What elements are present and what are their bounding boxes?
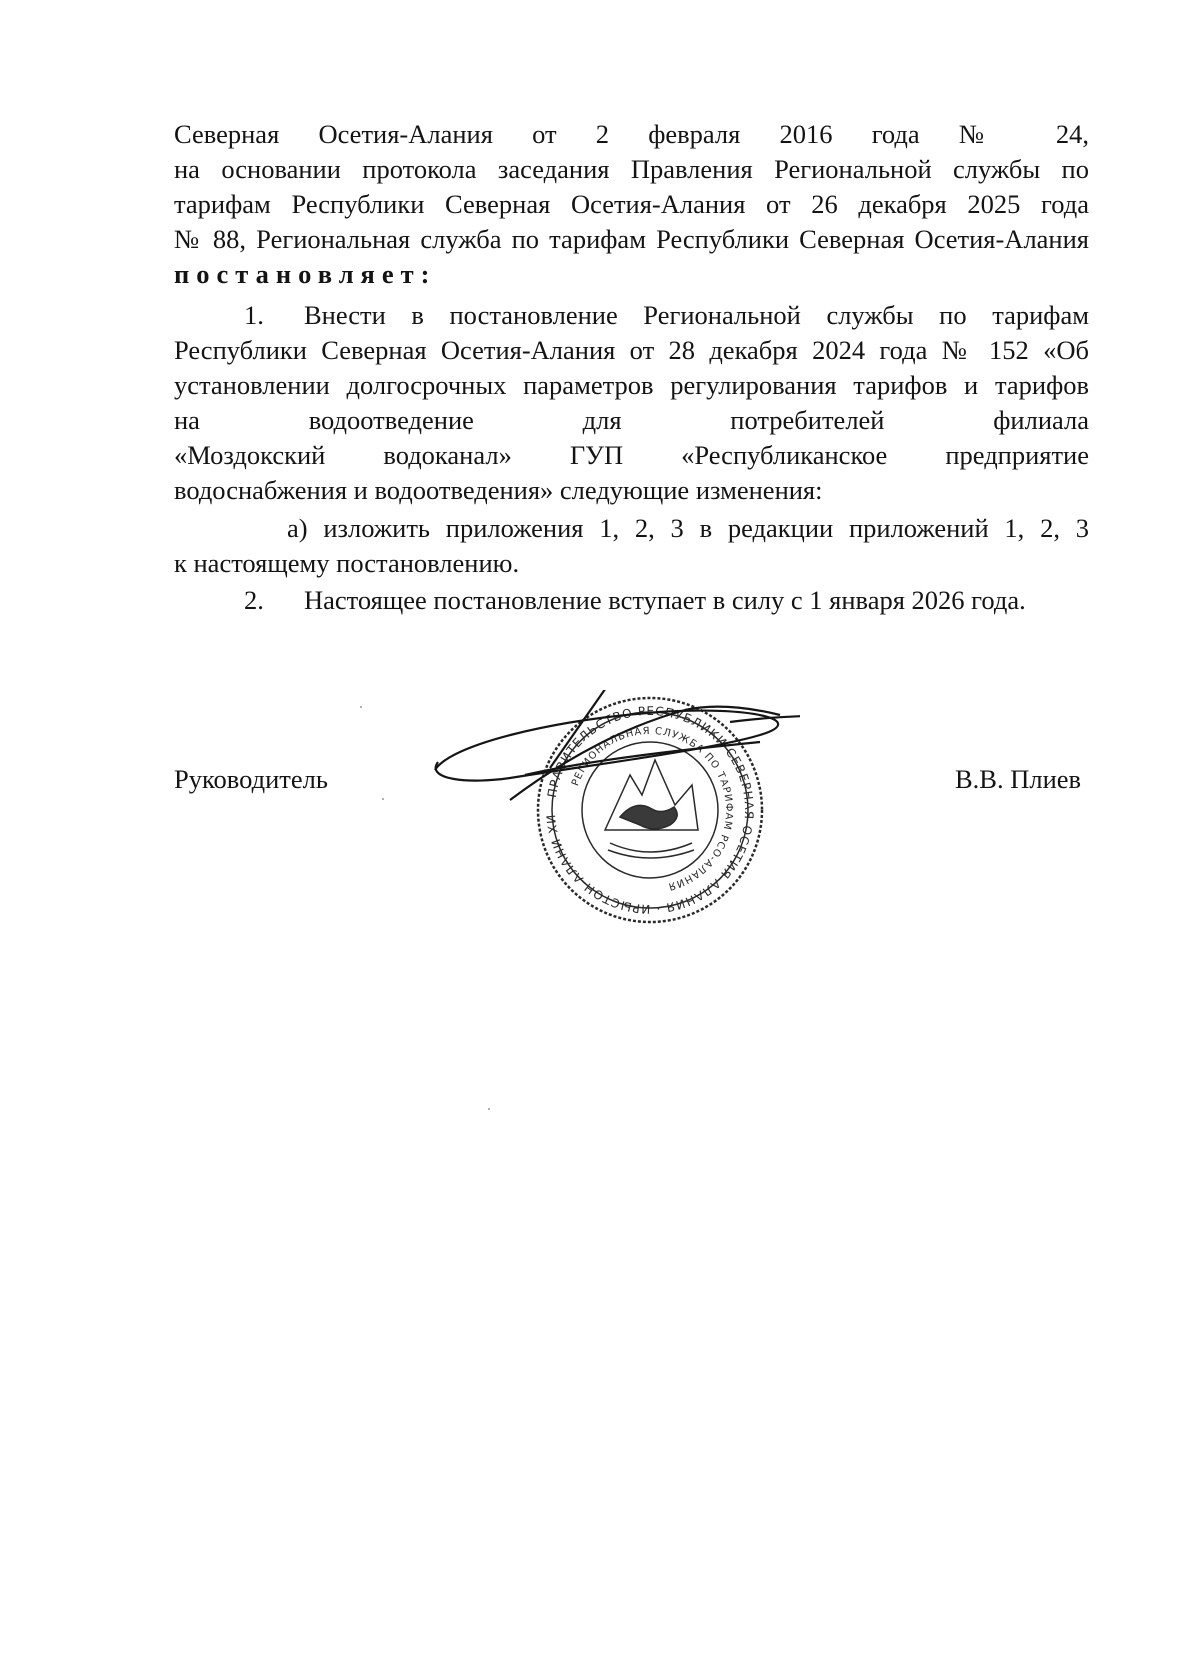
subitem-a-first-line [174, 511, 1089, 546]
item-1-line: водоснабжения и водоотведения» следующие изменения: [174, 475, 823, 505]
decree-word: постановляет: [174, 259, 437, 289]
intro-line: на основании протокола заседания Правления Региональной службы по [174, 154, 1089, 184]
subitem-a-paragraph [174, 511, 1089, 581]
item-1-line: Внести в постановление Региональной службы по тарифам [304, 300, 1089, 330]
item-1-first-line [174, 298, 1089, 333]
svg-text:ПРАВИТЕЛЬСТВО РЕСПУБЛИКИ СЕВЕР: ПРАВИТЕЛЬСТВО РЕСПУБЛИКИ СЕВЕРНАЯ ОСЕТИЯ-АЛАНИЯ · ИРЫСТОН-АЛАНИ ХИ [543, 703, 757, 917]
item-1-number: 1. [244, 300, 264, 330]
item-1-line: на водоотведение для потребителей филиала [174, 405, 1089, 435]
scan-speck [360, 706, 362, 708]
signatory-name: В.В. Плиев [955, 764, 1082, 794]
intro-paragraph [174, 117, 1089, 292]
item-2-text: Настоящее постановление вступает в силу с 1 января 2026 года. [304, 585, 1026, 615]
intro-line: № 88, Региональная служба по тарифам Республики Северная Осетия-Алания [174, 224, 1089, 254]
signatory-position: Руководитель [174, 764, 328, 794]
subitem-a-line: к настоящему постановлению. [174, 548, 520, 578]
item-1-paragraph [174, 298, 1089, 508]
intro-line: Северная Осетия-Алания от 2 февраля 2016 года № 24, [174, 119, 1089, 149]
seal-emblem [605, 760, 698, 858]
item-1-line: установлении долгосрочных параметров регулирования тарифов и тарифов [174, 370, 1089, 400]
item-1-line: «Моздокский водоканал» ГУП «Республиканское предприятие [174, 440, 1089, 470]
official-seal [430, 690, 800, 960]
item-2-number: 2. [244, 585, 264, 615]
intro-line: тарифам Республики Северная Осетия-Алания от 26 декабря 2025 года [174, 189, 1089, 219]
scan-speck [488, 1108, 490, 1110]
svg-text:РЕГИОНАЛЬНАЯ СЛУЖБА ПО ТАРИФАМ: РЕГИОНАЛЬНАЯ СЛУЖБА ПО ТАРИФАМ РСО-АЛАНИЯ [570, 725, 735, 892]
scan-speck [382, 798, 384, 800]
subitem-a-line: а) изложить приложения 1, 2, 3 в редакции приложений 1, 2, 3 [287, 513, 1089, 543]
item-1-line: Республики Северная Осетия-Алания от 28 декабря 2024 года № 152 «Об [174, 335, 1089, 365]
